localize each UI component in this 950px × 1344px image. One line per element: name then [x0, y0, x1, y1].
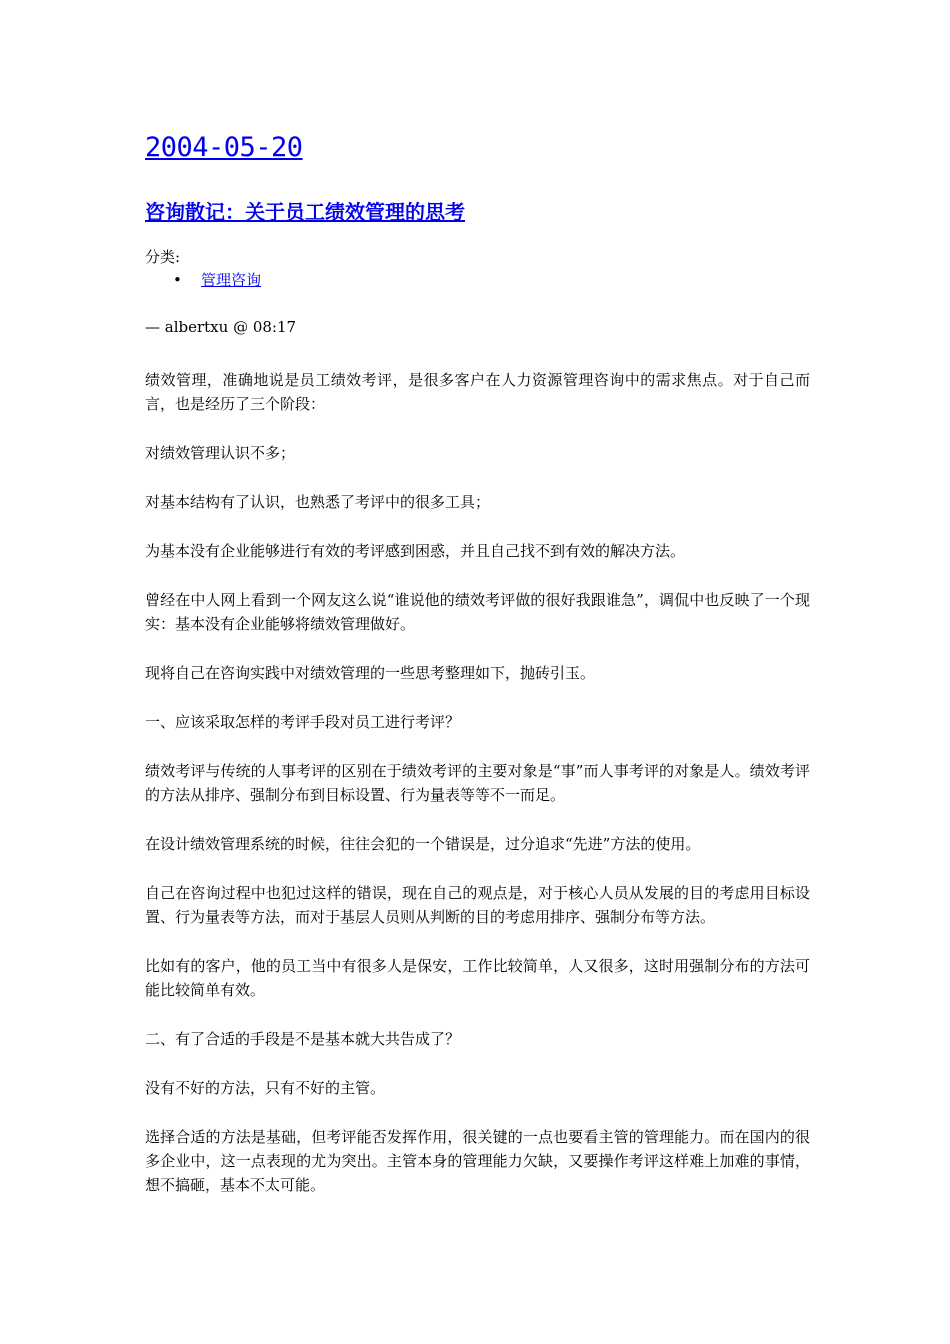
paragraph: 绩效管理，准确地说是员工绩效考评，是很多客户在人力资源管理咨询中的需求焦点。对于自己而言，也是经历了三个阶段：	[145, 371, 810, 413]
category-item	[145, 270, 261, 290]
paragraph: 为基本没有企业能够进行有效的考评感到困惑，并且自己找不到有效的解决方法。	[145, 542, 686, 560]
paragraph: 没有不好的方法，只有不好的主管。	[145, 1079, 386, 1097]
post-byline: — albertxu @ 08:17	[145, 318, 297, 336]
paragraph: 绩效考评与传统的人事考评的区别在于绩效考评的主要对象是“事”而人事考评的对象是人。绩效考评的方法从排序、强制分布到目标设置、行为量表等等不一而足。	[145, 762, 810, 804]
section-heading: 一、应该采取怎样的考评手段对员工进行考评？	[145, 713, 461, 731]
section-heading: 二、有了合适的手段是不是基本就大共告成了？	[145, 1030, 461, 1048]
paragraph: 在设计绩效管理系统的时候，往往会犯的一个错误是，过分追求“先进”方法的使用。	[145, 835, 701, 853]
paragraph: 选择合适的方法是基础，但考评能否发挥作用，很关键的一点也要看主管的管理能力。而在国内的很多企业中，这一点表现的尤为突出。主管本身的管理能力欠缺，又要操作考评这样难上加难的事情，想不搞砸，基本不太可能。	[145, 1128, 810, 1194]
post-date-link[interactable]: 2004-05-20	[145, 132, 303, 163]
post-body	[145, 368, 810, 1222]
paragraph: 对绩效管理认识不多；	[145, 444, 296, 462]
category-label: 分类:	[145, 248, 181, 266]
category-list	[145, 270, 261, 290]
bullet-icon: •	[173, 271, 182, 289]
paragraph: 对基本结构有了认识，也熟悉了考评中的很多工具；	[145, 493, 491, 511]
paragraph: 曾经在中人网上看到一个网友这么说“谁说他的绩效考评做的很好我跟谁急”，调侃中也反映了一个现实：基本没有企业能够将绩效管理做好。	[145, 591, 810, 633]
paragraph: 现将自己在咨询实践中对绩效管理的一些思考整理如下，抛砖引玉。	[145, 664, 596, 682]
paragraph: 比如有的客户，他的员工当中有很多人是保安，工作比较简单，人又很多，这时用强制分布的方法可能比较简单有效。	[145, 957, 810, 999]
paragraph: 自己在咨询过程中也犯过这样的错误，现在自己的观点是，对于核心人员从发展的目的考虑用目标设置、行为量表等方法，而对于基层人员则从判断的目的考虑用排序、强制分布等方法。	[145, 884, 810, 926]
category-link[interactable]: 管理咨询	[201, 271, 262, 289]
post-title-link[interactable]: 咨询散记：关于员工绩效管理的思考	[145, 200, 465, 224]
